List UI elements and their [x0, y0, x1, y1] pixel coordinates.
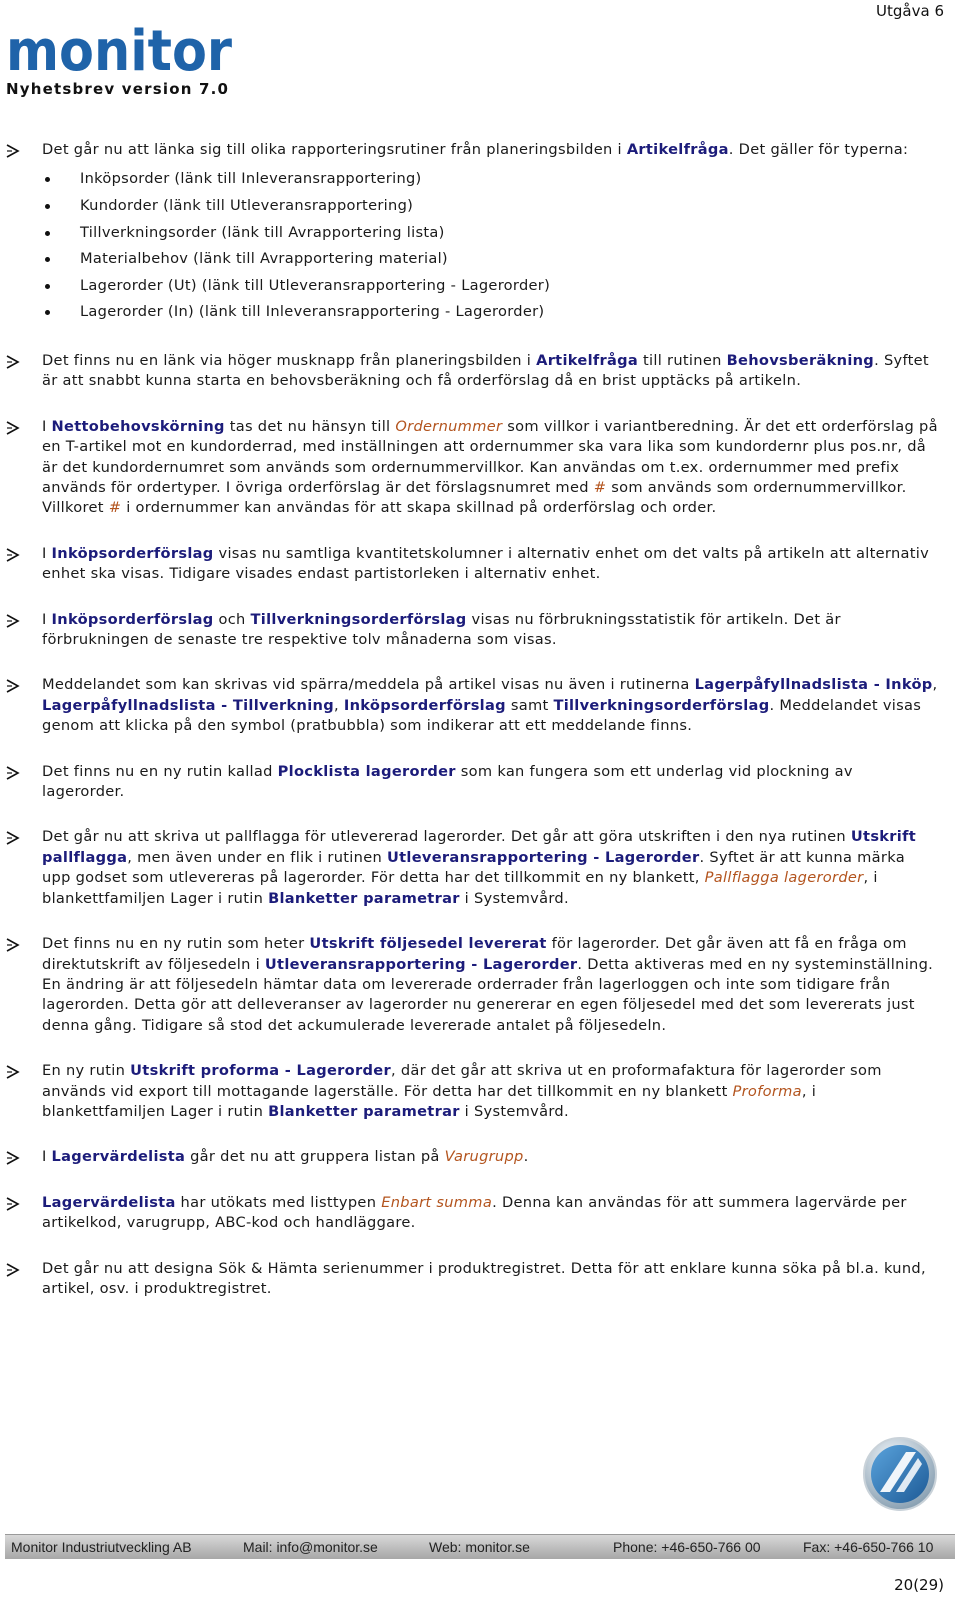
arrow-bullet-icon [4, 548, 20, 562]
news-item [0, 675, 960, 736]
news-item-text [42, 827, 938, 909]
edition-label: Utgåva 6 [876, 2, 944, 20]
arrow-bullet-icon [4, 1151, 20, 1165]
arrow-bullet-icon [4, 938, 20, 952]
news-item-text [42, 675, 938, 736]
routine-name: Inköpsorderförslag [51, 610, 214, 628]
routine-name: Utskrift pallflagga [42, 828, 917, 866]
text-run: , i blankettfamiljen Lager i rutin [42, 869, 878, 907]
routine-name: Inköpsorderförslag [343, 696, 506, 714]
news-item-text [42, 1147, 938, 1167]
text-run: . Denna kan användas för att summera lagervärde per artikelkod, varugrupp, ABC-kod och handläggare. [42, 1193, 907, 1232]
text-run: i ordernummer kan användas för att skapa skillnad på orderförslag och order. [121, 499, 717, 517]
arrow-bullet-icon [4, 144, 20, 158]
footer-web: Web: monitor.se [429, 1539, 530, 1555]
routine-name: Utskrift följesedel levererat [309, 935, 547, 953]
text-run: visas nu förbrukningsstatistik för artikeln. Det är förbrukningen de senaste tre respektive tolv månaderna som visas. [42, 610, 841, 649]
arrow-bullet-icon [4, 421, 20, 435]
routine-name: Artikelfråga [536, 351, 639, 369]
field-name: Proforma [732, 1082, 802, 1100]
routine-name: Artikelfråga [626, 141, 729, 158]
news-item-text [42, 351, 938, 392]
news-item [0, 351, 960, 392]
text-run: Meddelandet som kan skrivas vid spärra/meddela på artikel visas nu även i rutinerna [42, 676, 695, 694]
monitor-logo [6, 22, 238, 80]
field-name: Pallflagga lagerorder [704, 869, 864, 887]
text-run: Det finns nu en länk via höger musknapp från planeringsbilden i [42, 351, 537, 369]
text-run: En ny rutin [42, 1062, 131, 1080]
text-run: går det nu att gruppera listan på [185, 1148, 445, 1166]
text-run: för lagerorder. Det går även att få en fråga om direktutskrift av följesedeln i [42, 935, 907, 973]
type-list-item: Inköpsorder (länk till Inleveransrapportering) [42, 166, 938, 193]
text-run: . Syftet är att kunna märka upp godset som utlevereras på lagerorder. För detta har det tillkommit en ny blankett, [42, 848, 905, 887]
type-list-item: Lagerorder (Ut) (länk till Utleveransrapportering - Lagerorder) [42, 273, 938, 300]
news-item-text [42, 1259, 938, 1300]
arrow-bullet-icon [4, 679, 20, 693]
text-run: till rutinen [638, 351, 727, 369]
news-item-text [42, 544, 938, 585]
text-run: , [333, 696, 344, 714]
arrow-bullet-icon [4, 614, 20, 628]
type-list-item: Materialbehov (länk till Avrapportering material) [42, 246, 938, 273]
news-item [0, 1193, 960, 1234]
text-run: I [42, 417, 52, 435]
news-item [0, 934, 960, 1036]
text-run: som villkor i variantberedning. Är det ett orderförslag på en T-artikel mot en kundorderrad, med inställningen att ordernummer ska vara lika som kundordernr plus pos.nr, då är det kundordernumret som används som ordernummervillkor. Kan användas om t.ex. ordernummer med prefix används för ordertyper. I övriga orderförslag är det förslagsnumret med [42, 417, 938, 496]
news-list [0, 140, 960, 1324]
routine-name: Lagerpåfyllnadslista - Inköp [694, 676, 933, 694]
news-item-text [42, 417, 938, 519]
routine-name: Tillverkningsorderförslag [553, 696, 770, 714]
text-run: . Meddelandet visas genom att klicka på den symbol (pratbubbla) som indikerar att ett meddelande finns. [42, 696, 922, 735]
text-run: som används som ordernummervillkor. Villkoret [42, 479, 907, 517]
type-list [42, 166, 938, 326]
svg-text:monitor: monitor [6, 22, 233, 80]
text-run: I [42, 610, 52, 628]
routine-name: Lagerpåfyllnadslista - Tillverkning [42, 696, 334, 714]
field-name: Ordernummer [395, 417, 503, 435]
routine-name: Blanketter parametrar [268, 1102, 460, 1120]
text-run: Det går nu att länka sig till olika rapporteringsrutiner från planeringsbilden i [42, 141, 627, 158]
text-run: . Det gäller för typerna: [728, 141, 909, 158]
newsletter-title: Nyhetsbrev version 7.0 [6, 80, 230, 98]
footer-fax: Fax: +46-650-766 10 [803, 1539, 934, 1555]
text-run: I [42, 1148, 52, 1166]
news-item-text [42, 140, 938, 160]
routine-name: Blanketter parametrar [268, 889, 460, 907]
news-item [0, 610, 960, 651]
routine-name: Behovsberäkning [726, 351, 875, 369]
routine-name: Utskrift proforma - Lagerorder [130, 1062, 391, 1080]
news-item [0, 544, 960, 585]
text-run: har utökats med listtypen [175, 1193, 382, 1211]
field-name: # [593, 479, 607, 496]
routine-name: Lagervärdelista [42, 1193, 176, 1211]
text-run: i Systemvård. [459, 889, 569, 907]
footer-phone: Phone: +46-650-766 00 [613, 1539, 761, 1555]
arrow-bullet-icon [4, 1065, 20, 1079]
routine-name: Tillverkningsorderförslag [250, 610, 467, 628]
footer-company: Monitor Industriutveckling AB [11, 1539, 192, 1555]
text-run: visas nu samtliga kvantitetskolumner i alternativ enhet om det valts på artikeln att alternativ enhet ska visas. Tidigare visades endast partistorleken i alternativ enhet. [42, 544, 930, 583]
field-name: # [108, 499, 122, 517]
text-run: Det går nu att skriva ut pallflagga för utlevererad lagerorder. Det går att göra utskriften i den nya rutinen [42, 828, 851, 846]
routine-name: Plocklista lagerorder [277, 762, 456, 780]
news-item [0, 1061, 960, 1122]
text-run: i Systemvård. [459, 1102, 569, 1120]
text-run: , men även under en flik i rutinen [127, 848, 387, 866]
arrow-bullet-icon [4, 1197, 20, 1211]
text-run: samt [505, 696, 554, 714]
text-run: Det finns nu en ny rutin som heter [42, 935, 310, 953]
text-run: . Syftet är att snabbt kunna starta en behovsberäkning och få orderförslag då en brist upptäcks på artikeln. [42, 351, 929, 390]
news-item [0, 1147, 960, 1167]
news-item [0, 827, 960, 909]
routine-name: Inköpsorderförslag [51, 544, 214, 562]
type-list-item: Kundorder (länk till Utleveransrapportering) [42, 193, 938, 220]
routine-name: Nettobehovskörning [51, 417, 225, 435]
text-run: Det finns nu en ny rutin kallad [42, 762, 278, 780]
text-run: som kan fungera som ett underlag vid plockning av lagerorder. [42, 762, 853, 801]
news-item-text [42, 1061, 938, 1122]
text-run: . [523, 1148, 529, 1166]
text-run: , där det går att skriva ut en proformafaktura för lagerorder som används vid export till mottagande lagerställe. För detta har det tillkommit en ny blankett [42, 1062, 882, 1100]
arrow-bullet-icon [4, 766, 20, 780]
arrow-bullet-icon [4, 1263, 20, 1277]
text-run: , i blankettfamiljen Lager i rutin [42, 1082, 817, 1120]
footer-bar [5, 1534, 955, 1559]
routine-name: Utleveransrapportering - Lagerorder [264, 955, 578, 973]
footer-mail: Mail: info@monitor.se [243, 1539, 378, 1555]
news-item-text [42, 1193, 938, 1234]
page-number: 20(29) [894, 1576, 944, 1594]
arrow-bullet-icon [4, 831, 20, 845]
text-run: , [932, 676, 938, 694]
type-list-item: Lagerorder (In) (länk till Inleveransrapportering - Lagerorder) [42, 299, 938, 326]
routine-name: Lagervärdelista [51, 1148, 186, 1166]
routine-name: Utleveransrapportering - Lagerorder [386, 848, 700, 866]
arrow-bullet-icon [4, 355, 20, 369]
text-run: tas det nu hänsyn till [224, 417, 396, 435]
news-item-text [42, 610, 938, 651]
type-list-item: Tillverkningsorder (länk till Avrapportering lista) [42, 220, 938, 247]
news-item [0, 140, 960, 326]
news-item-text [42, 762, 938, 803]
news-item [0, 762, 960, 803]
text-run: I [42, 544, 52, 562]
news-item [0, 1259, 960, 1300]
text-run: och [213, 610, 251, 628]
field-name: Varugrupp [444, 1148, 524, 1166]
news-item-text [42, 934, 938, 1036]
monitor-badge-icon [860, 1434, 940, 1514]
text-run: . Detta aktiveras med en ny systeminställning. En ändring är att följesedeln hämtar data om levererade orderrader från lagerloggen och inte som tidigare från lagerorden. Detta gör att delleveranser av lagerorder nu genererar en egen följesedel med det som levererats just denna gång. Tidigare så stod det ackumulerade levererade antalet på följesedeln. [42, 955, 934, 1034]
field-name: Enbart summa [381, 1193, 493, 1211]
text-run: Det går nu att designa Sök & Hämta serienummer i produktregistret. Detta för att enklare kunna söka på bl.a. kund, artikel, osv. i produktregistret. [42, 1259, 926, 1297]
news-item [0, 417, 960, 519]
